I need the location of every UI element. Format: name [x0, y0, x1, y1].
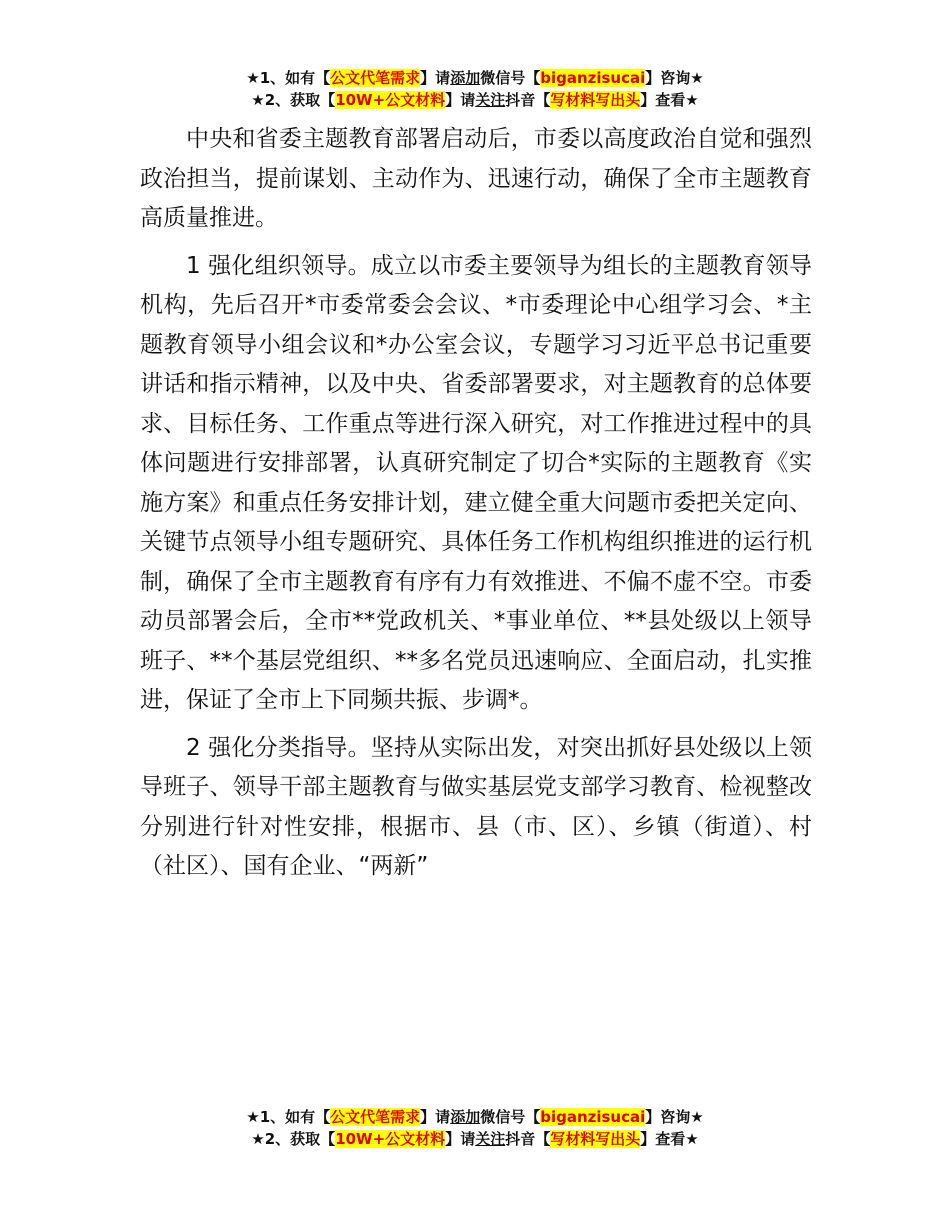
promo-underline-add: 添加: [450, 1108, 481, 1126]
promo-text: 】咨询★: [645, 69, 704, 87]
promo-text: ★2、获取【: [251, 1130, 336, 1148]
document-body: [140, 120, 812, 895]
promo-text: ★2、获取【: [251, 91, 336, 109]
promo-text: 】查看★: [640, 91, 699, 109]
promo-underline-follow: 关注: [475, 1130, 506, 1148]
promo-text: 】咨询★: [645, 1108, 704, 1126]
promo-highlight-wechat-id: biganzisucai: [540, 69, 646, 87]
promo-text: 】请: [445, 91, 476, 109]
footer-promo-banner: [0, 1106, 950, 1150]
promo-text: 】请: [420, 69, 451, 87]
promo-highlight-materials: 10W+公文材料: [335, 1130, 446, 1148]
promo-text: 微信号【: [480, 1108, 541, 1126]
promo-text: 】查看★: [640, 1130, 699, 1148]
promo-text: 】请: [420, 1108, 451, 1126]
promo-line-1: [0, 1106, 950, 1128]
promo-highlight-service: 公文代笔需求: [330, 69, 421, 87]
header-promo-banner: [0, 67, 950, 111]
paragraph-organization-leadership: 1 强化组织领导。成立以市委主要领导为组长的主题教育领导机构，先后召开*市委常委会会议、*市委理论中心组学习会、*主题教育领导小组会议和*办公室会议，专题学习习近平总书记重要讲话和指示精神，以及中央、省委部署要求，对主题教育的总体要求、目标任务、工作重点等进行深入研究，对工作推进过程中的具体问题进行安排部署，认真研究制定了切合*实际的主题教育《实施方案》和重点任务安排计划，建立健全重大问题市委把关定向、关键节点领导小组专题研究、具体任务工作机构组织推进的运行机制，确保了全市主题教育有序有力有效推进、不偏不虚不空。市委动员部署会后，全市**党政机关、*事业单位、**县处级以上领导班子、**个基层党组织、**多名党员迅速响应、全面启动，扎实推进，保证了全市上下同频共振、步调*。: [140, 252, 812, 713]
promo-text: ★1、如有【: [246, 69, 331, 87]
promo-highlight-service: 公文代笔需求: [330, 1108, 421, 1126]
promo-line-1: [0, 67, 950, 89]
paragraph-classified-guidance: 2 强化分类指导。坚持从实际出发，对突出抓好县处级以上领导班子、领导干部主题教育与做实基层党支部学习教育、检视整改分别进行针对性安排，根据市、县（市、区）、乡镇（街道）、村（社区）、国有企业、“两新”: [140, 734, 812, 879]
promo-line-2: [0, 89, 950, 111]
promo-highlight-douyin-account: 写材料写出头: [550, 1130, 641, 1148]
promo-text: ★1、如有【: [246, 1108, 331, 1126]
promo-text: 抖音【: [505, 91, 551, 109]
paragraph-intro: 中央和省委主题教育部署启动后，市委以高度政治自觉和强烈政治担当，提前谋划、主动作为、迅速行动，确保了全市主题教育高质量推进。: [140, 126, 812, 231]
promo-text: 抖音【: [505, 1130, 551, 1148]
promo-highlight-materials: 10W+公文材料: [335, 91, 446, 109]
promo-underline-add: 添加: [450, 69, 481, 87]
promo-text: 微信号【: [480, 69, 541, 87]
promo-highlight-wechat-id: biganzisucai: [540, 1108, 646, 1126]
promo-line-2: [0, 1128, 950, 1150]
promo-text: 】请: [445, 1130, 476, 1148]
promo-highlight-douyin-account: 写材料写出头: [550, 91, 641, 109]
promo-underline-follow: 关注: [475, 91, 506, 109]
